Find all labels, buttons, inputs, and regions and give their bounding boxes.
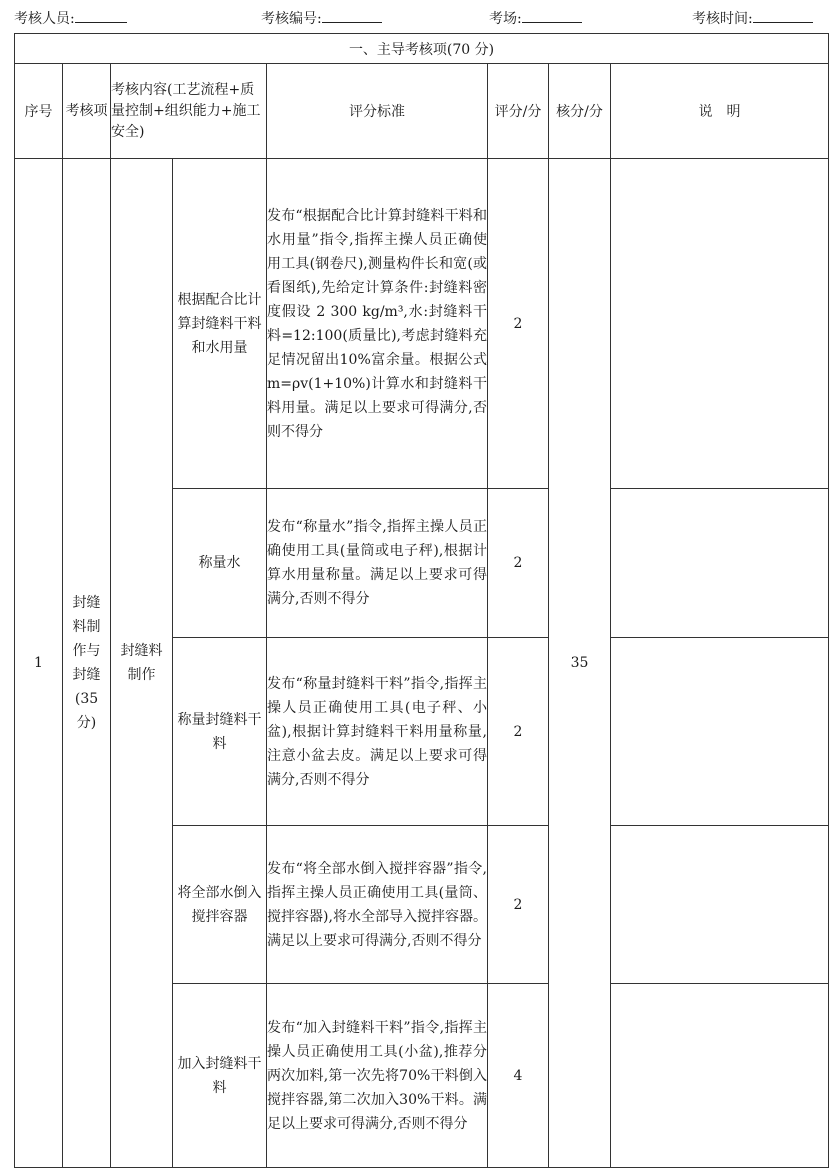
col-note-header: 说 明 bbox=[611, 64, 829, 159]
examiner-field bbox=[14, 8, 127, 28]
venue-blank[interactable] bbox=[522, 8, 582, 23]
row-score: 2 bbox=[488, 159, 549, 489]
row-criteria: 发布“称量封缝料干料”指令,指挥主操人员正确使用工具(电子秤、小盆),根据计算封缝料干料用量称量,注意小盆去皮。满足以上要求可得满分,否则不得分 bbox=[267, 638, 488, 826]
row-note[interactable] bbox=[611, 826, 829, 984]
time-blank[interactable] bbox=[753, 8, 813, 23]
group-index: 1 bbox=[15, 159, 63, 1168]
row-score: 2 bbox=[488, 638, 549, 826]
row-criteria: 发布“根据配合比计算封缝料干料和水用量”指令,指挥主操人员正确使用工具(钢卷尺),测量构件长和宽(或看图纸),先给定计算条件:封缝料密度假设 2 300 kg/m³,水:封缝料干料=12:100(质量比),考虑封缝料充足情况留出10%富余量。根据公式 m=ρv(1+10%)计算水和封缝料干料用量。满足以上要求可得满分,否则不得分 bbox=[267, 159, 488, 489]
examiner-blank[interactable] bbox=[75, 8, 127, 23]
assessment-table bbox=[14, 33, 829, 1168]
col-index-header: 序号 bbox=[15, 64, 63, 159]
row-task: 称量封缝料干料 bbox=[173, 638, 267, 826]
row-note[interactable] bbox=[611, 489, 829, 638]
row-task: 加入封缝料干料 bbox=[173, 984, 267, 1168]
row-criteria: 发布“加入封缝料干料”指令,指挥主操人员正确使用工具(小盆),推荐分两次加料,第一次先将70%干料倒入搅拌容器,第二次加入30%干料。满足以上要求可得满分,否则不得分 bbox=[267, 984, 488, 1168]
number-field bbox=[261, 8, 382, 28]
group-check-total: 35 bbox=[549, 159, 611, 1168]
time-field bbox=[692, 8, 813, 28]
venue-field bbox=[489, 8, 582, 28]
row-score: 2 bbox=[488, 489, 549, 638]
examiner-label: 考核人员: bbox=[14, 11, 75, 27]
row-score: 4 bbox=[488, 984, 549, 1168]
time-label: 考核时间: bbox=[692, 11, 753, 27]
header-row bbox=[15, 64, 829, 159]
row-criteria: 发布“将全部水倒入搅拌容器”指令,指挥主操人员正确使用工具(量筒、搅拌容器),将水全部导入搅拌容器。满足以上要求可得满分,否则不得分 bbox=[267, 826, 488, 984]
col-content-header: 考核内容(工艺流程+质量控制+组织能力+施工安全) bbox=[111, 64, 267, 159]
form-header bbox=[0, 0, 837, 32]
group-sub-item: 封缝料制作 bbox=[111, 159, 173, 1168]
row-task: 将全部水倒入搅拌容器 bbox=[173, 826, 267, 984]
group-item: 封缝料制作与封缝(35分) bbox=[63, 159, 111, 1168]
table-row bbox=[15, 159, 829, 489]
row-task: 根据配合比计算封缝料干料和水用量 bbox=[173, 159, 267, 489]
col-check-header: 核分/分 bbox=[549, 64, 611, 159]
row-criteria: 发布“称量水”指令,指挥主操人员正确使用工具(量筒或电子秤),根据计算水用量称量。满足以上要求可得满分,否则不得分 bbox=[267, 489, 488, 638]
row-score: 2 bbox=[488, 826, 549, 984]
number-label: 考核编号: bbox=[261, 11, 322, 27]
col-criteria-header: 评分标准 bbox=[267, 64, 488, 159]
number-blank[interactable] bbox=[322, 8, 382, 23]
table-title: 一、主导考核项(70 分) bbox=[15, 34, 829, 64]
row-task: 称量水 bbox=[173, 489, 267, 638]
row-note[interactable] bbox=[611, 159, 829, 489]
col-score-header: 评分/分 bbox=[488, 64, 549, 159]
row-note[interactable] bbox=[611, 984, 829, 1168]
col-item-header: 考核项 bbox=[63, 64, 111, 159]
venue-label: 考场: bbox=[489, 11, 522, 27]
row-note[interactable] bbox=[611, 638, 829, 826]
